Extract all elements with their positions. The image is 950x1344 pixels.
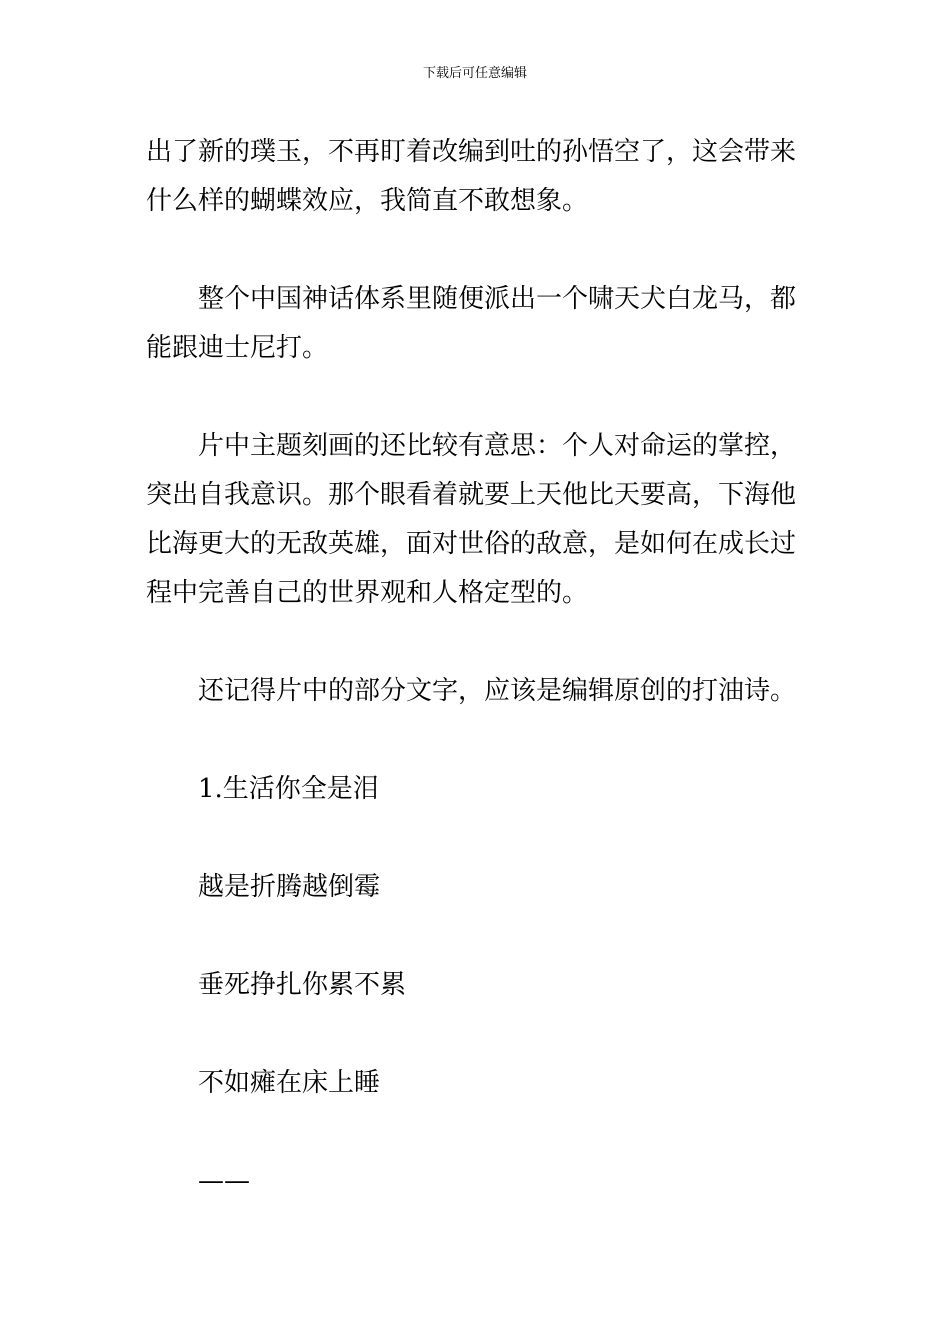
- paragraph-3-line-4: 程中完善自己的世界观和人格定型的。: [146, 578, 589, 608]
- paragraph-gap: [146, 912, 806, 961]
- paragraph-gap: [146, 1010, 806, 1059]
- page-header: 下载后可任意编辑: [422, 66, 527, 81]
- paragraph-gap: [146, 716, 806, 765]
- paragraph-2-line-1: 整个中国神话体系里随便派出一个啸天犬白龙马，都: [198, 284, 797, 314]
- paragraph-3-line-2: 突出自我意识。那个眼看着就要上天他比天要高，下海他: [146, 480, 797, 510]
- paragraph-1-line-2: 什么样的蝴蝶效应，我简直不敢想象。: [146, 186, 589, 216]
- paragraph-3-line-1: 片中主题刻画的还比较有意思：个人对命运的掌控，: [198, 431, 797, 461]
- paragraph-gap: [146, 373, 806, 422]
- poem-line-4: 不如瘫在床上睡: [198, 1068, 381, 1098]
- poem-line-2: 越是折腾越倒霉: [198, 872, 381, 902]
- poem-line-1: 1.生活你全是泪: [198, 774, 379, 804]
- paragraph-2-line-2: 能跟迪士尼打。: [146, 333, 329, 363]
- paragraph-1-line-1: 出了新的璞玉，不再盯着改编到吐的孙悟空了，这会带来: [146, 137, 797, 167]
- paragraph-3-line-3: 比海更大的无敌英雄，面对世俗的敌意，是如何在成长过: [146, 529, 797, 559]
- paragraph-gap: [146, 1108, 806, 1157]
- paragraph-gap: [146, 814, 806, 863]
- paragraph-4-line-1: 还记得片中的部分文字，应该是编辑原创的打油诗。: [198, 676, 797, 706]
- paragraph-gap: [146, 226, 806, 275]
- document-body: [146, 128, 806, 1206]
- poem-line-3: 垂死挣扎你累不累: [198, 970, 407, 1000]
- em-dash: ——: [198, 1166, 250, 1196]
- paragraph-gap: [146, 618, 806, 667]
